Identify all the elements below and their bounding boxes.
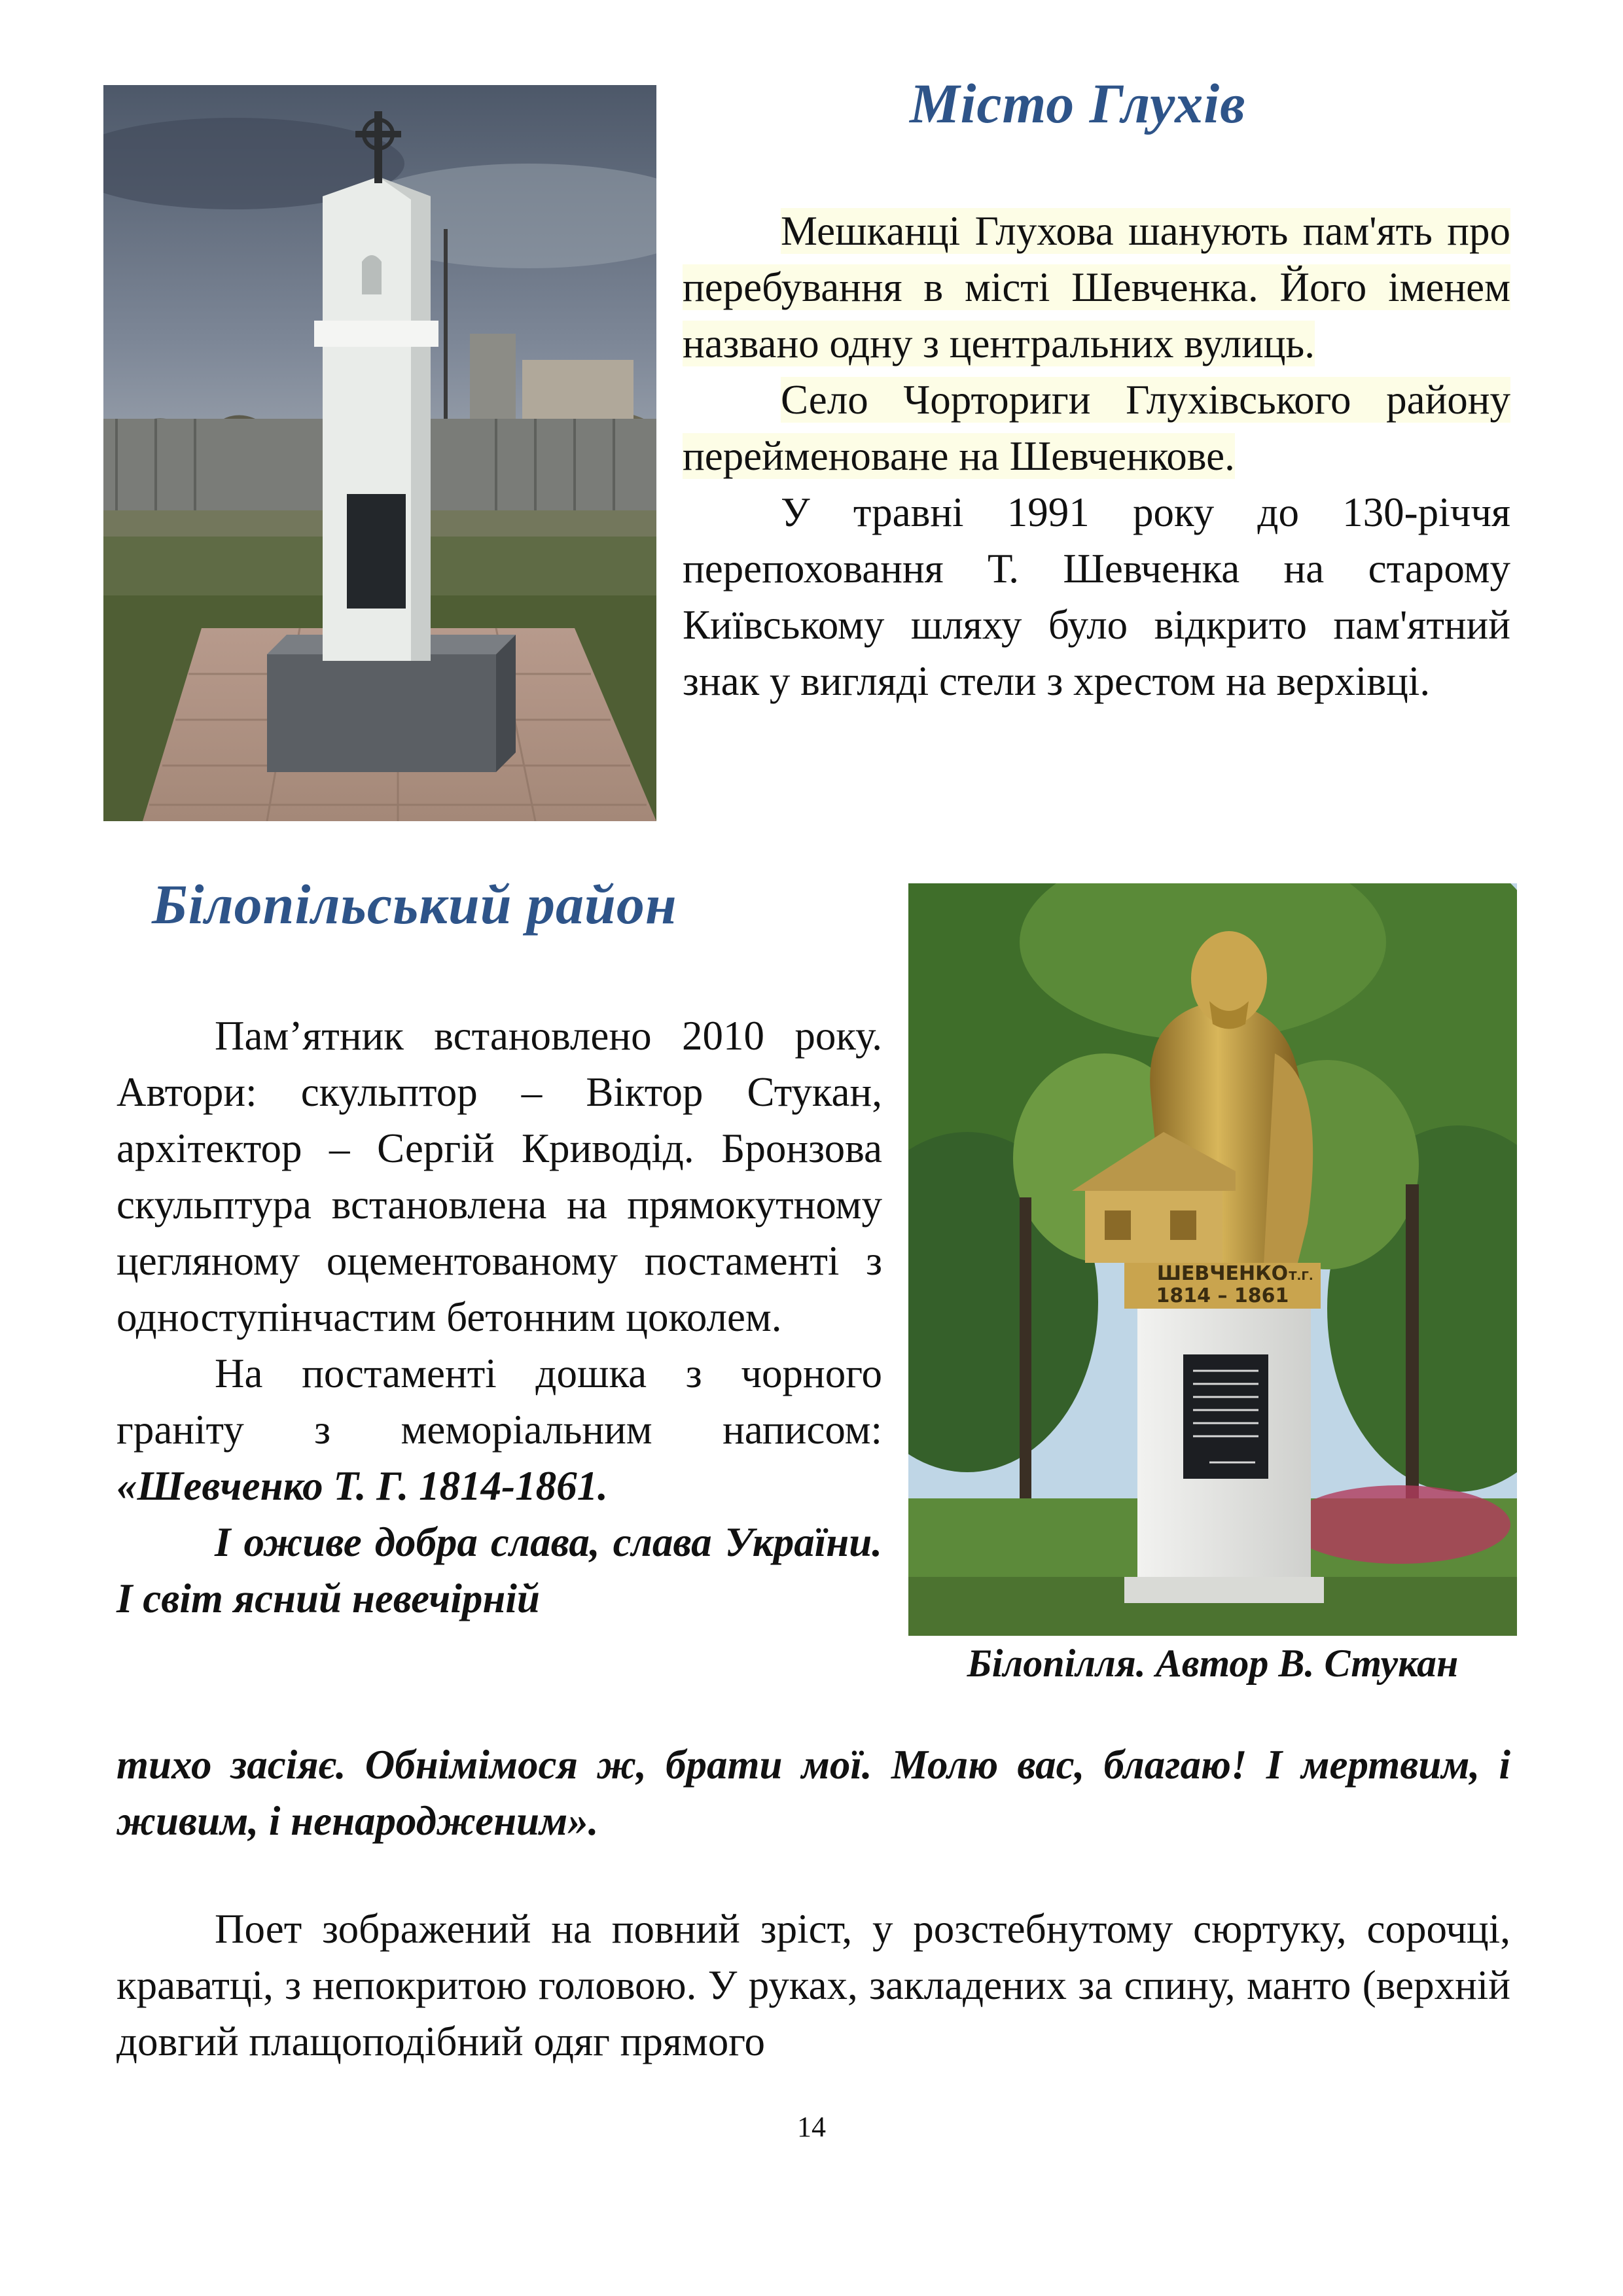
- photo-shevchenko-monument: [908, 883, 1517, 1636]
- text-block-description: [116, 1901, 1510, 2070]
- paragraph: На постаменті дошка з чорного граніту з меморіальним написом: «Шевченко Т. Г. 1814-1861.: [116, 1351, 882, 1509]
- section-title-bilopillia: Білопільський район: [152, 873, 677, 936]
- monument-name-text: ШЕВЧЕНКО: [1156, 1262, 1289, 1285]
- monument-years-text: 1814 – 1861: [1156, 1284, 1289, 1307]
- paragraph: У травні 1991 року до 130-річчя перепоховання Т. Шевченка на старому Київському шляху було відкрито пам'ятний знак у вигляді стели з хрестом на верхівці.: [683, 489, 1510, 704]
- text-block-bilopillia: [116, 1008, 882, 1627]
- paragraph: тихо засіяє. Обнімімося ж, брати мої. Молю вас, благаю! І мертвим, і живим, і ненародженим».: [116, 1742, 1510, 1844]
- photo-stele-glukhiv: [103, 85, 656, 821]
- monument-initials-text: Т.Г.: [1289, 1269, 1313, 1283]
- photo-caption: Білопілля. Автор В. Стукан: [967, 1642, 1459, 1685]
- text-block-glukhiv: [683, 203, 1510, 709]
- paragraph: Поет зображений на повний зріст, у розстебнутому сюртуку, сорочці, краватці, з непокритою головою. У руках, закладених за спину, манто (верхній довгий плащоподібний одяг прямого: [116, 1906, 1510, 2064]
- text-block-quote-end: [116, 1737, 1510, 1849]
- paragraph: Село Чорториги Глухівського району перейменоване на Шевченкове.: [683, 377, 1510, 479]
- page-title-glukhiv: Місто Глухів: [910, 72, 1246, 135]
- page-number: 14: [797, 2111, 826, 2143]
- paragraph: Пам’ятник встановлено 2010 року. Автори: скульптор – Віктор Стукан, архітектор – Сергій Криводід. Бронзова скульптура встановлена на прямокутному цегляному оцементованому постаменті з одноступінчастим бетонним цоколем.: [116, 1013, 882, 1340]
- paragraph: І оживе добра слава, слава України. І світ ясний невечірній: [116, 1519, 882, 1621]
- paragraph: Мешканці Глухова шанують пам'ять про перебування в місті Шевченка. Його іменем названо одну з центральних вулиць.: [683, 208, 1510, 366]
